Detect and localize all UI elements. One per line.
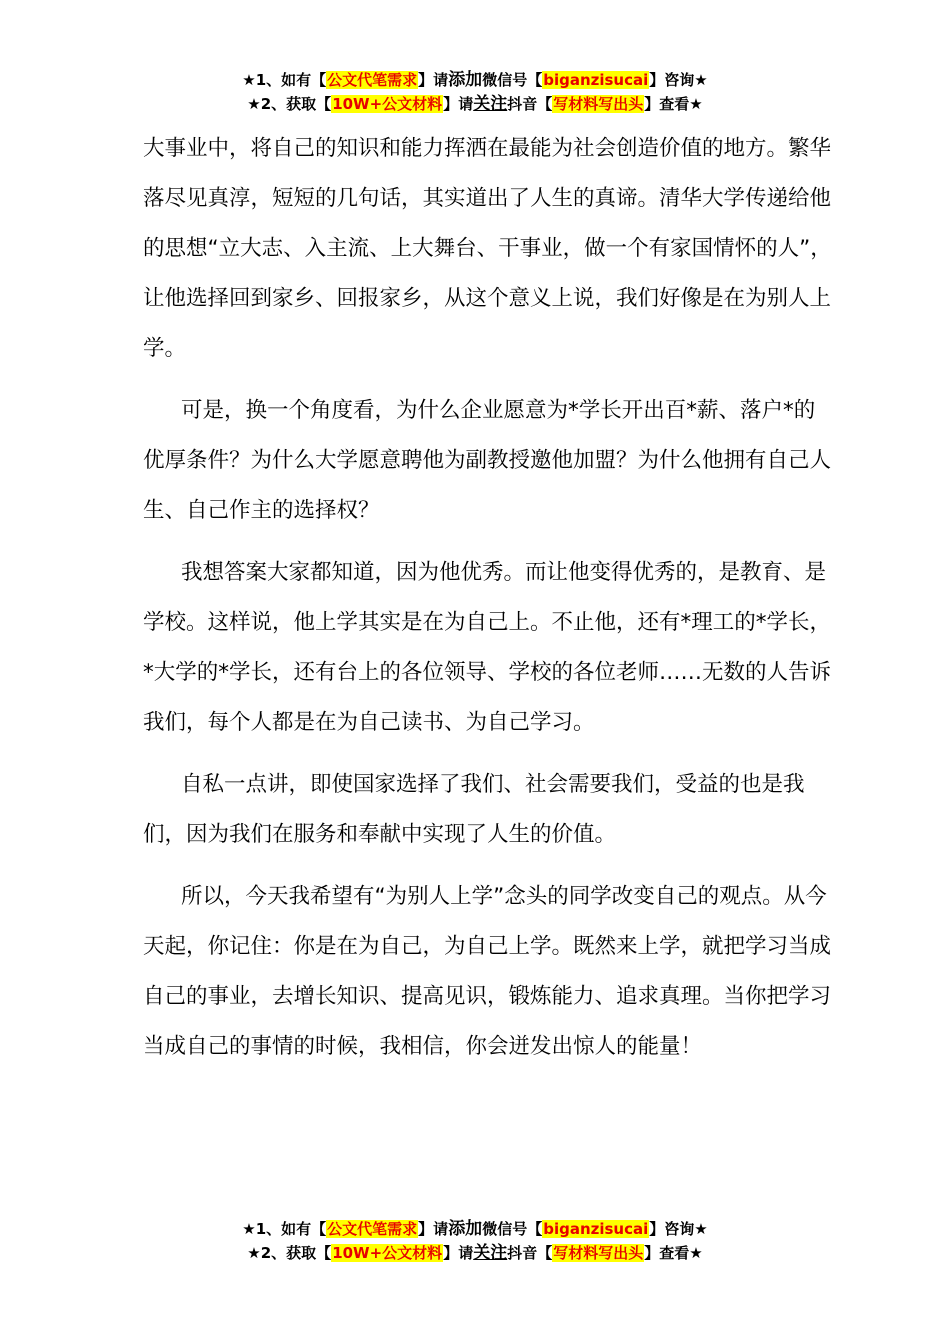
paragraph: 我想答案大家都知道，因为他优秀。而让他变得优秀的，是教育、是学校。这样说，他上学其实是在为自己上。不止他，还有*理工的*学长，*大学的*学长，还有台上的各位领导、学校的各位老师……无数的人告诉我们，每个人都是在为自己读书、为自己学习。 [143, 560, 832, 735]
paragraph: 可是，换一个角度看，为什么企业愿意为*学长开出百*薪、落户*的优厚条件？为什么大学愿意聘他为副教授邀他加盟？为什么他拥有自己人生、自己作主的选择权？ [143, 398, 832, 523]
highlight-douyin: 写材料写出头 [553, 1244, 644, 1262]
banner-text: 1、如有【 [255, 1220, 327, 1238]
banner-emphasis: 关注 [473, 94, 508, 114]
banner-text: 1、如有【 [255, 71, 327, 89]
star-icon: ★ [242, 71, 256, 89]
header-banner [0, 68, 950, 116]
highlight-service: 公文代笔需求 [327, 71, 418, 89]
banner-line-1 [0, 1217, 950, 1241]
star-icon: ★ [694, 71, 708, 89]
document-body [143, 124, 833, 1084]
paragraph: 自私一点讲，即使国家选择了我们、社会需要我们，受益的也是我们，因为我们在服务和奉献中实现了人生的价值。 [143, 772, 805, 847]
banner-text: 微信号【 [482, 71, 543, 89]
banner-emphasis: 添加 [448, 70, 483, 90]
footer-banner [0, 1217, 950, 1265]
banner-line-2 [0, 1241, 950, 1265]
banner-text: 】请 [418, 1220, 449, 1238]
banner-text: 抖音【 [507, 95, 553, 113]
banner-text: 】咨询 [649, 1220, 695, 1238]
star-icon: ★ [247, 1244, 261, 1262]
banner-text: 】查看 [644, 1244, 690, 1262]
banner-text: 】请 [443, 95, 474, 113]
banner-text: 微信号【 [482, 1220, 543, 1238]
highlight-wechat-id: biganzisucai [543, 71, 649, 89]
banner-text: 】请 [443, 1244, 474, 1262]
paragraph: 所以，今天我希望有“为别人上学”念头的同学改变自己的观点。从今天起，你记住：你是在为自己，为自己上学。既然来上学，就把学习当成自己的事业，去增长知识、提高见识，锻炼能力、追求真理。当你把学习当成自己的事情的时候，我相信，你会迸发出惊人的能量！ [143, 884, 832, 1059]
banner-line-1 [0, 68, 950, 92]
banner-text: 2、获取【 [260, 95, 332, 113]
paragraph: 大事业中，将自己的知识和能力挥洒在最能为社会创造价值的地方。繁华落尽见真淳，短短的几句话，其实道出了人生的真谛。清华大学传递给他的思想“立大志、入主流、上大舞台、干事业，做一个有家国情怀的人”，让他选择回到家乡、回报家乡，从这个意义上说，我们好像是在为别人上学。 [143, 136, 832, 361]
highlight-materials: 10W+公文材料 [332, 95, 443, 113]
star-icon: ★ [689, 1244, 703, 1262]
star-icon: ★ [694, 1220, 708, 1238]
highlight-service: 公文代笔需求 [327, 1220, 418, 1238]
highlight-materials: 10W+公文材料 [332, 1244, 443, 1262]
banner-text: 】咨询 [649, 71, 695, 89]
banner-line-2 [0, 92, 950, 116]
highlight-wechat-id: biganzisucai [543, 1220, 649, 1238]
banner-text: 抖音【 [507, 1244, 553, 1262]
banner-emphasis: 添加 [448, 1219, 483, 1239]
banner-emphasis: 关注 [473, 1243, 508, 1263]
banner-text: 】请 [418, 71, 449, 89]
star-icon: ★ [247, 95, 261, 113]
banner-text: 2、获取【 [260, 1244, 332, 1262]
star-icon: ★ [242, 1220, 256, 1238]
star-icon: ★ [689, 95, 703, 113]
banner-text: 】查看 [644, 95, 690, 113]
highlight-douyin: 写材料写出头 [553, 95, 644, 113]
